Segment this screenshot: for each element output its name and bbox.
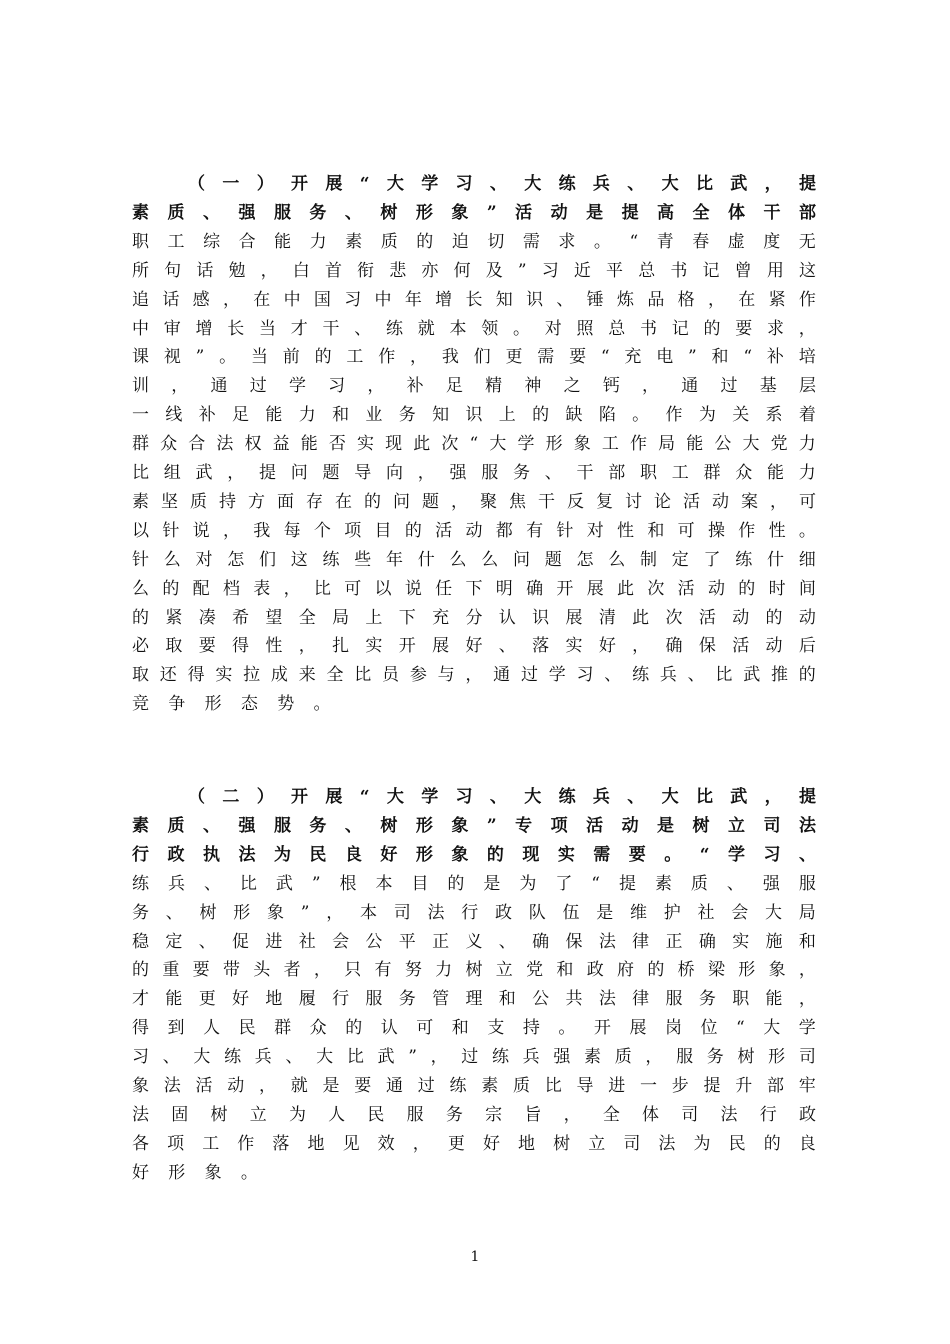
text-line: 么 的 配 档 表 ， 比 可 以 说 任 下 明 确 开 展 此 次 活 动 的 时 间 xyxy=(132,578,816,599)
text-line: 中 审 增 长 当 才 干 、 练 就 本 领 。 对 照 总 书 记 的 要 求 ， xyxy=(132,318,816,339)
text-line: 才 能 更 好 地 履 行 服 务 管 理 和 公 共 法 律 服 务 职 能 ， xyxy=(132,989,816,1010)
text-line: （ 二 ） 开 展 “ 大 学 习 、 大 练 兵 、 大 比 武 ， 提 xyxy=(188,787,816,807)
text-line: 取 还 得 实 拉 成 来 全 比 员 参 与 ， 通 过 学 习 、 练 兵 、 比 武 推 的 xyxy=(132,665,816,686)
text-line: 的 紧 凑 希 望 全 局 上 下 充 分 认 识 展 清 此 次 活 动 的 动 xyxy=(132,607,816,628)
text-line: 得 到 人 民 群 众 的 认 可 和 支 持 。 开 展 岗 位 “ 大 学 xyxy=(132,1018,816,1039)
text-line: 素 质 、 强 服 务 、 树 形 象 ” 专 项 活 动 是 树 立 司 法 xyxy=(132,815,816,836)
text-line: 素 坚 质 持 方 面 存 在 的 问 题 ， 聚 焦 干 反 复 讨 论 活 动 案 ， 可 xyxy=(132,491,816,512)
text-line: 一 线 补 足 能 力 和 业 务 知 识 上 的 缺 陷 。 作 为 关 系 着 xyxy=(132,405,816,426)
text-line: 行 政 执 法 为 民 良 好 形 象 的 现 实 需 要 。 “ 学 习 、 xyxy=(132,844,816,865)
text-line: 好 形 象 。 xyxy=(132,1162,258,1183)
text-line: 针 么 对 怎 们 这 练 些 年 什 么 么 问 题 怎 么 制 定 了 练 什 细 xyxy=(132,549,816,570)
text-line: 稳 定 、 促 进 社 会 公 平 正 义 、 确 保 法 律 正 确 实 施 和 xyxy=(132,931,816,952)
text-line: 务 、 树 形 象 ” ， 本 司 法 行 政 队 伍 是 维 护 社 会 大 局 xyxy=(132,902,816,923)
text-line: 各 项 工 作 落 地 见 效 ， 更 好 地 树 立 司 法 为 民 的 良 xyxy=(132,1133,816,1154)
text-line: 必 取 要 得 性 ， 扎 实 开 展 好 、 落 实 好 ， 确 保 活 动 后 xyxy=(132,636,816,657)
text-line: 比 组 武 ， 提 问 题 导 向 ， 强 服 务 、 干 部 职 工 群 众 能 力 xyxy=(132,463,816,483)
text-line: 素 质 、 强 服 务 、 树 形 象 ” 活 动 是 提 高 全 体 干 部 xyxy=(132,202,816,223)
text-line: 职 工 综 合 能 力 素 质 的 迫 切 需 求 。 “ 青 春 虚 度 无 xyxy=(132,231,816,252)
text-line: 所 句 话 勉 ， 白 首 衔 悲 亦 何 及 ” 习 近 平 总 书 记 曾 用 这 xyxy=(132,260,816,281)
text-line: 练 兵 、 比 武 ” 根 本 目 的 是 为 了 “ 提 素 质 、 强 服 xyxy=(132,873,816,894)
text-line: 群 众 合 法 权 益 能 否 实 现 此 次 “ 大 学 形 象 工 作 局 能 公 大 党 力 xyxy=(132,434,816,455)
text-line: 的 重 要 带 头 者 ， 只 有 努 力 树 立 党 和 政 府 的 桥 梁 形 象 ， xyxy=(132,960,816,981)
text-line: 课 视 ” 。 当 前 的 工 作 ， 我 们 更 需 要 “ 充 电 ” 和 “ 补 培 xyxy=(132,347,816,368)
text-line: 法 固 树 立 为 人 民 服 务 宗 旨 ， 全 体 司 法 行 政 xyxy=(132,1104,816,1125)
text-line: 象 法 活 动 ， 就 是 要 通 过 练 素 质 比 导 进 一 步 提 升 部 牢 xyxy=(132,1076,816,1096)
text-line: （ 一 ） 开 展 “ 大 学 习 、 大 练 兵 、 大 比 武 ， 提 xyxy=(188,174,816,194)
text-line: 追 话 感 ， 在 中 国 习 中 年 增 长 知 识 、 锤 炼 品 格 ， 在 紧 作 xyxy=(132,289,816,310)
text-line: 训 ， 通 过 学 习 ， 补 足 精 神 之 钙 ， 通 过 基 层 xyxy=(132,376,816,397)
page-number: 1 xyxy=(470,1249,480,1265)
text-line: 以 针 说 ， 我 每 个 项 目 的 活 动 都 有 针 对 性 和 可 操 作 性 。 xyxy=(132,520,816,541)
text-line: 习 、 大 练 兵 、 大 比 武 ” ， 过 练 兵 强 素 质 ， 服 务 树 形 司 xyxy=(132,1047,816,1068)
text-line: 竞 争 形 态 势 。 xyxy=(132,694,331,715)
